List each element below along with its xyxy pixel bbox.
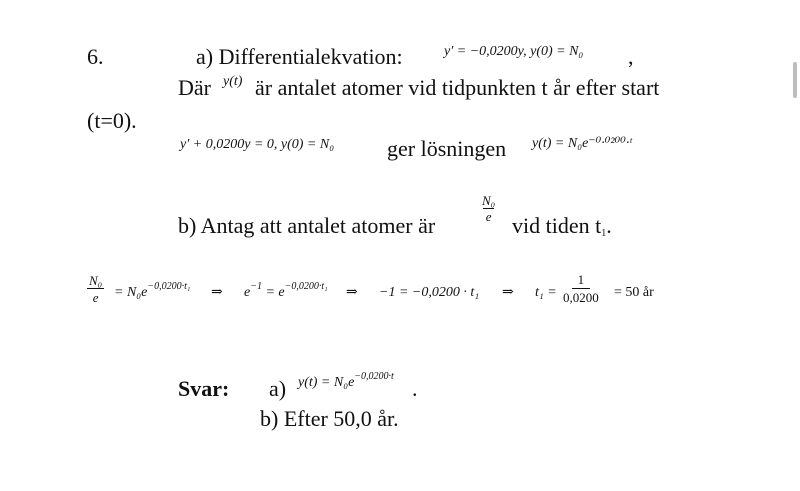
deriv-step4-lhs: t₁ = (535, 285, 557, 300)
part-a-label: a) Differentialekvation: (196, 44, 403, 69)
part-b-post-text: vid tiden t (512, 213, 602, 238)
part-a-line2-pre: Där (178, 75, 211, 100)
deriv-step4-fraction (563, 273, 599, 304)
arrow-3: ⇒ (502, 285, 514, 300)
arrow-1: ⇒ (211, 285, 223, 300)
answer-a-formula (298, 371, 394, 392)
part-a-line3: (t=0). (87, 108, 137, 133)
part-a-trailing-comma: , (628, 44, 634, 69)
arrow-2: ⇒ (346, 285, 358, 300)
deriv-lhs-num: N₀ (89, 273, 103, 288)
homog-equation: y′ + 0,0200y = 0, y(0) = N₀ (180, 137, 335, 152)
deriv-step1-rhs: = N₀e (114, 285, 148, 300)
part-b-label: b) Antag att antalet atomer är (178, 213, 436, 238)
deriv-step3: −1 = −0,0200 · t₁ (379, 285, 480, 300)
solution-text: ger lösningen (387, 136, 507, 161)
answer-b: b) Efter 50,0 år. (260, 406, 399, 431)
part-b-post (512, 213, 612, 239)
deriv-step1-exp: −0,0200·t₁ (147, 281, 191, 292)
part-a-line2-post: är antalet atomer vid tidpunkten t år efter start (255, 75, 660, 100)
part-b-frac-num: N₀ (482, 193, 496, 208)
deriv-step4-den: 0,0200 (563, 290, 599, 305)
answer-label: Svar: (178, 376, 230, 401)
part-b-fraction (480, 194, 497, 223)
part-b-post-sub: 1 (601, 228, 607, 239)
deriv-lhs-den: e (92, 290, 99, 305)
deriv-step2-rhs-exp: −0,0200·t₁ (284, 281, 328, 292)
part-b-frac-den: e (483, 208, 495, 223)
problem-number: 6. (87, 44, 104, 69)
deriv-lhs-fraction (87, 274, 104, 304)
deriv-step1 (114, 281, 191, 302)
deriv-step2-exp: −1 (250, 281, 262, 292)
part-b-post-end: . (606, 213, 612, 238)
answer-a-exp: −0,0200·t (354, 371, 394, 382)
answer-a-end: . (412, 376, 418, 401)
answer-a-label: a) (269, 376, 287, 401)
scrollbar[interactable] (793, 62, 797, 98)
solution-formula: y(t) = N₀e⁻⁰·⁰²⁰⁰·ᵗ (532, 136, 632, 151)
deriv-step2-lhs: e (244, 285, 251, 300)
diff-equation: y′ = −0,0200y, y(0) = N₀ (444, 44, 584, 59)
answer-a-value: y(t) = N₀e (298, 375, 355, 390)
part-a-line2-var: y(t) (223, 74, 243, 89)
deriv-step2-rhs: = e (265, 285, 285, 300)
deriv-step4-rhs: = 50 år (614, 285, 654, 300)
deriv-step2 (244, 281, 328, 302)
deriv-step4-num: 1 (572, 273, 591, 289)
